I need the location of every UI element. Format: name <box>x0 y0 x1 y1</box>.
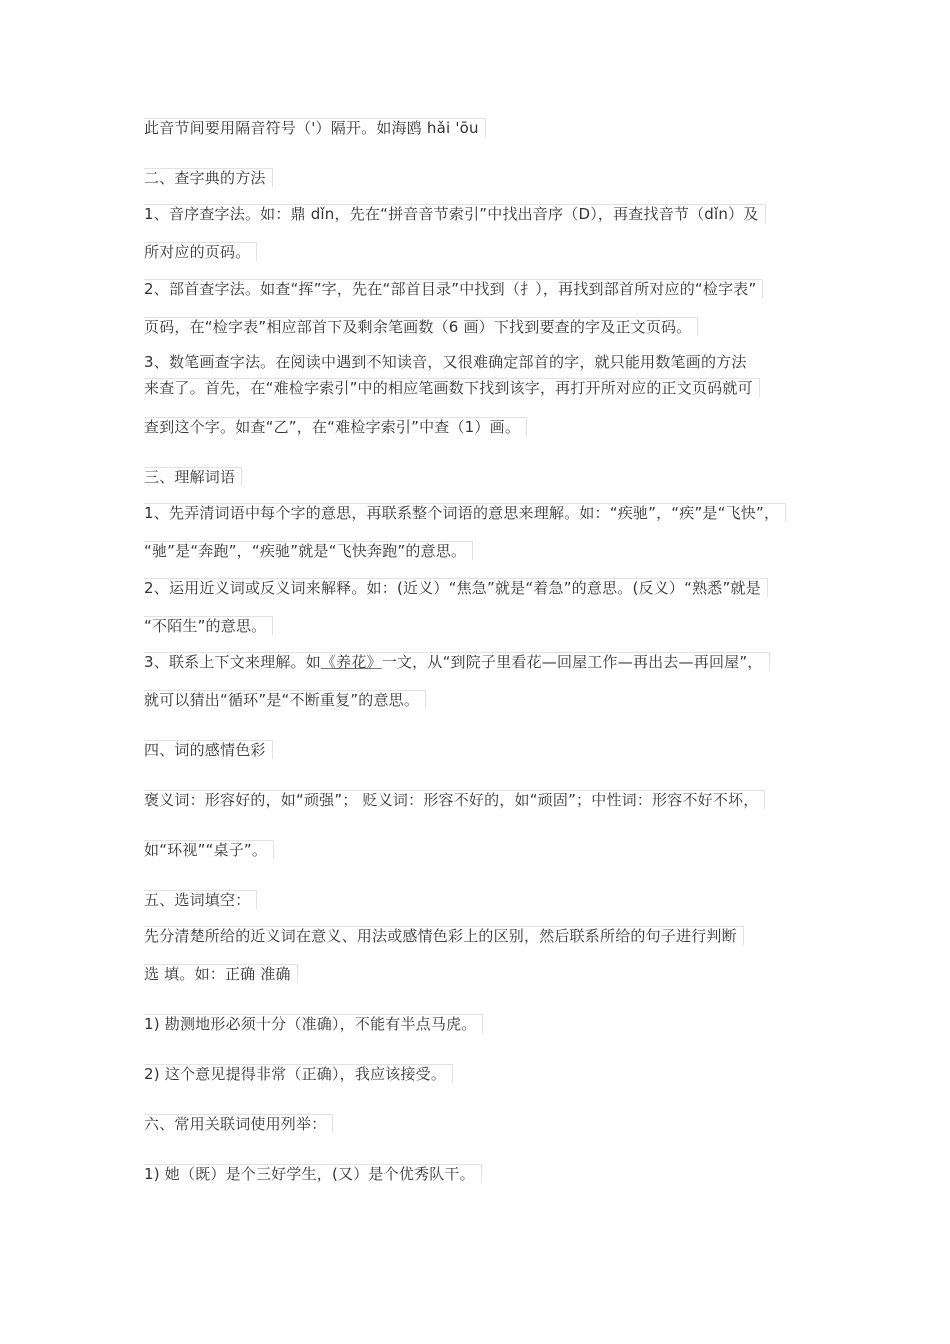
section-heading-4: 四、词的感情色彩 <box>144 740 273 759</box>
text-line-24: 2) 这个意见提得非常（正确），我应该接受。 <box>144 1064 453 1083</box>
text-line-9: 查到这个字。如查“乙”，在“难检字索引”中查（1）画。 <box>144 417 527 436</box>
text-line-12: “驰”是“奔跑”，“疾驰”就是“飞快奔跑”的意思。 <box>144 541 473 560</box>
book-title-link[interactable]: 《养花》 <box>320 653 382 671</box>
text-line-11: 1、先弄清词语中每个字的意思，再联系整个词语的意思来理解。如：“疾驰”，“疾”是“飞快”， <box>144 503 786 522</box>
text-line-6: 页码，在“检字表”相应部首下及剩余笔画数（6 画）下找到要查的字及正文页码。 <box>144 317 698 336</box>
text-line-18: 褒义词：形容好的，如“顽强”； 贬义词：形容不好的，如“顽固”；中性词：形容不好不坏， <box>144 790 765 809</box>
text-line-3: 1、音序查字法。如：鼎 dǐn，先在“拼音音节索引”中找出音序（D），再查找音节（dǐn）及 <box>144 204 766 223</box>
text-line-5: 2、部首查字法。如查“挥”字，先在“部首目录”中找到（扌），再找到部首所对应的“检字表” <box>144 279 763 298</box>
section-heading-3: 三、理解词语 <box>144 467 242 486</box>
text-line-21: 先分清楚所给的近义词在意义、用法或感情色彩上的区别，然后联系所给的句子进行判断 <box>144 926 744 945</box>
text-line-4: 所对应的页码。 <box>144 242 257 261</box>
text-line-1: 此音节间要用隔音符号（'）隔开。如海鸥 hǎi 'ōu <box>144 118 486 137</box>
text-line-15 <box>144 652 770 671</box>
section-heading-2: 二、查字典的方法 <box>144 168 273 187</box>
text-line-7: 3、数笔画查字法。在阅读中遇到不知读音，又很难确定部首的字，就只能用数笔画的方法 <box>144 353 747 371</box>
text-line-14: “不陌生”的意思。 <box>144 616 273 635</box>
text-line-15-suffix: 一文，从“到院子里看花—回屋工作—再出去—再回屋”， <box>381 653 763 671</box>
text-line-16: 就可以猜出“循环”是“不断重复”的意思。 <box>144 690 426 709</box>
text-line-26: 1) 她（既）是个三好学生，(又）是个优秀队干。 <box>144 1164 482 1183</box>
text-line-8: 来查了。首先，在“难检字索引”中的相应笔画数下找到该字，再打开所对应的正文页码就可 <box>144 378 760 397</box>
text-line-23: 1) 勘测地形必须十分（准确），不能有半点马虎。 <box>144 1014 483 1033</box>
text-line-15-prefix: 3、联系上下文来理解。如 <box>144 653 321 671</box>
text-line-13: 2、运用近义词或反义词来解释。如：(近义）“焦急”就是“着急”的意思。(反义）“熟悉”就是 <box>144 578 768 597</box>
section-heading-6: 六、常用关联词使用列举： <box>144 1114 333 1133</box>
section-heading-5: 五、选词填空： <box>144 890 257 909</box>
text-line-19: 如“环视”“桌子”。 <box>144 840 274 859</box>
text-line-22: 选 填。如：正确 准确 <box>144 964 298 983</box>
